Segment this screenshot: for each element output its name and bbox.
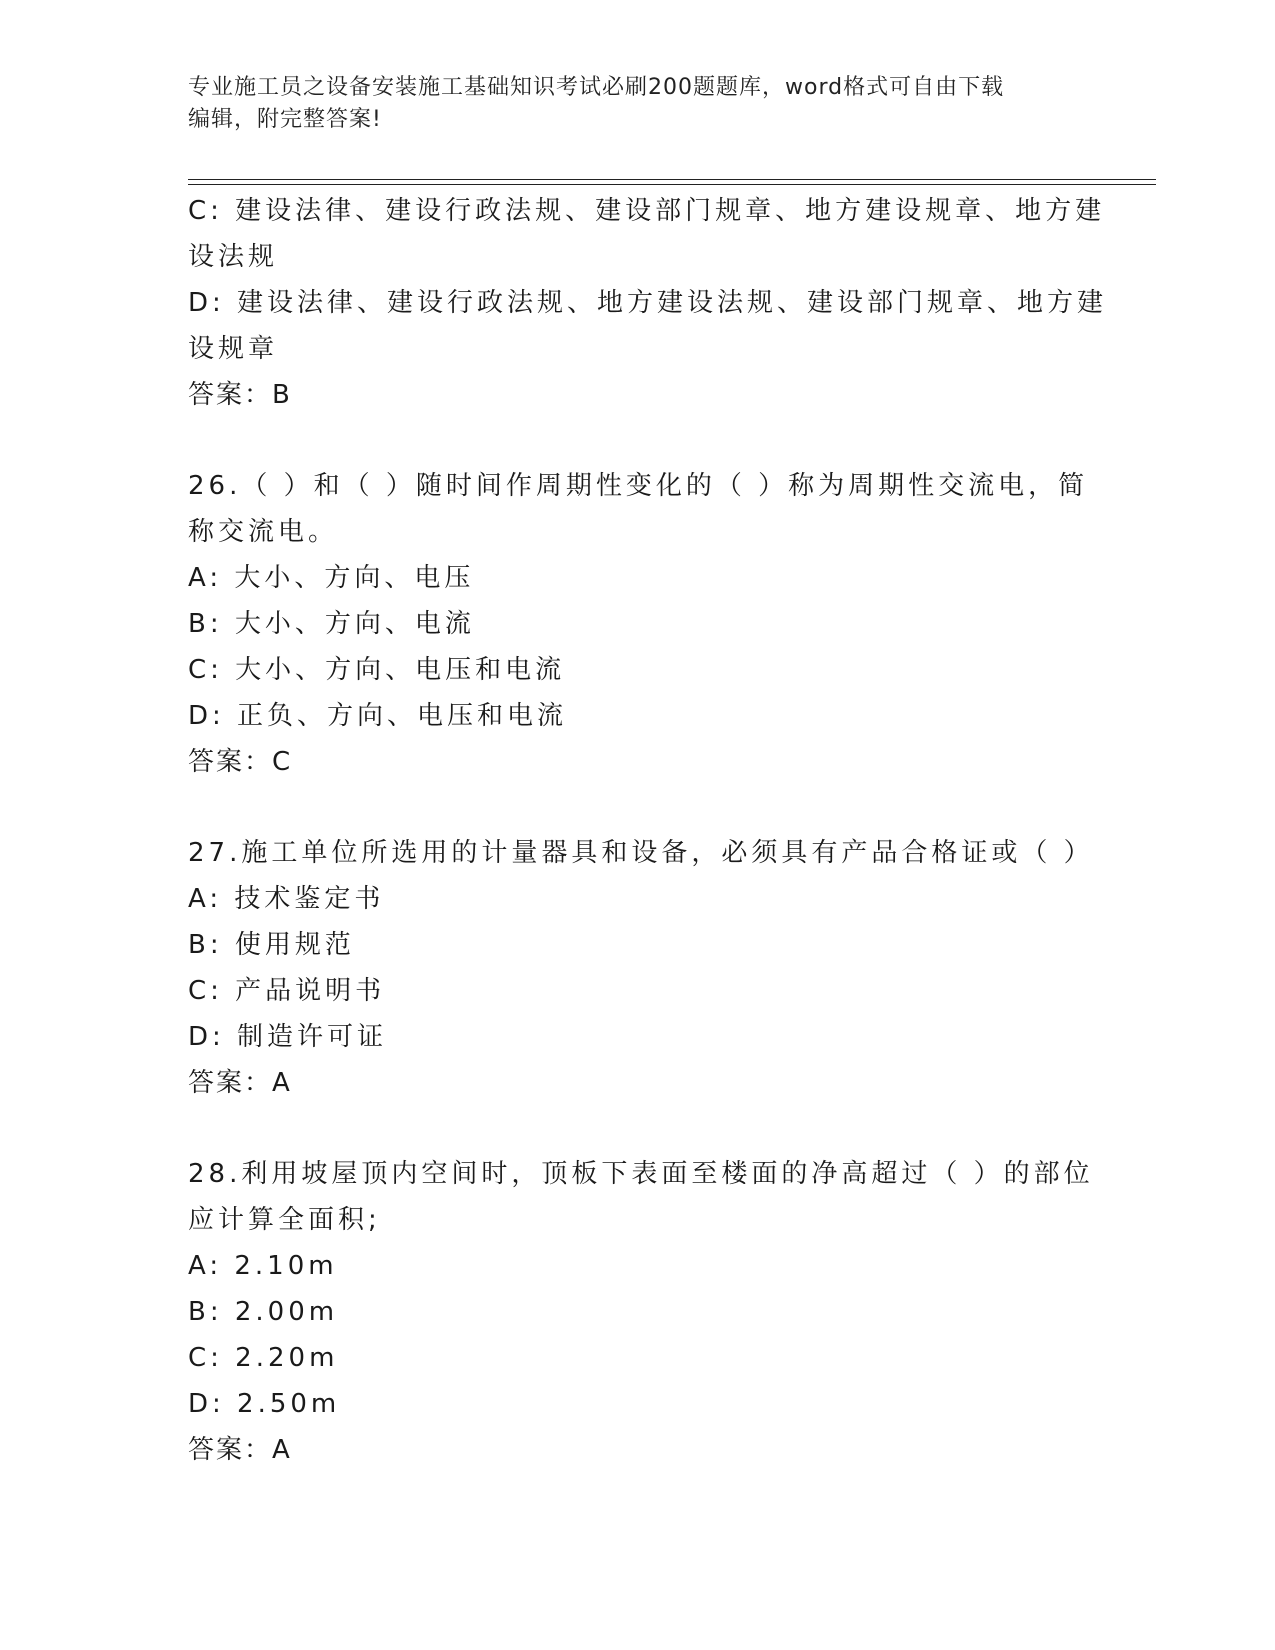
q28-option-d: D: 2.50m xyxy=(188,1389,341,1419)
q26-option-c: C: 大小、方向、电压和电流 xyxy=(188,655,566,685)
header-divider-top xyxy=(188,179,1156,180)
header-divider-bottom xyxy=(188,184,1156,185)
q27-option-a: A: 技术鉴定书 xyxy=(188,884,385,914)
spacer xyxy=(188,785,1088,830)
spacer xyxy=(188,418,1088,463)
q27-option-d: D: 制造许可证 xyxy=(188,1022,388,1052)
q26-stem-line-2: 称交流电。 xyxy=(188,517,339,547)
q28-option-b: B: 2.00m xyxy=(188,1297,339,1327)
q28-option-c: C: 2.20m xyxy=(188,1343,339,1373)
question-28-block xyxy=(188,1151,1094,1473)
header-line-2: 编辑，附完整答案! xyxy=(188,107,382,132)
q28-answer: 答案：A xyxy=(188,1435,292,1465)
q28-stem-line-1: 28.利用坡屋顶内空间时，顶板下表面至楼面的净高超过（ ）的部位 xyxy=(188,1159,1094,1189)
q27-option-b: B: 使用规范 xyxy=(188,930,355,960)
q26-option-d: D: 正负、方向、电压和电流 xyxy=(188,701,568,731)
header-line-1: 专业施工员之设备安装施工基础知识考试必刷200题题库，word格式可自由下载 xyxy=(188,75,1005,100)
q27-answer: 答案：A xyxy=(188,1068,292,1098)
q27-stem-line-1: 27.施工单位所选用的计量器具和设备，必须具有产品合格证或（ ） xyxy=(188,838,1094,868)
q25-answer: 答案：B xyxy=(188,380,292,410)
q26-option-b: B: 大小、方向、电流 xyxy=(188,609,475,639)
q26-option-a: A: 大小、方向、电压 xyxy=(188,563,475,593)
spacer xyxy=(188,1106,1088,1151)
q26-stem-line-1: 26.（ ）和（ ）随时间作周期性变化的（ ）称为周期性交流电，简 xyxy=(188,471,1089,501)
q25-option-d-line-2: 设规章 xyxy=(188,334,279,364)
question-25-block xyxy=(188,188,1108,418)
q28-stem-line-2: 应计算全面积; xyxy=(188,1205,381,1235)
q25-option-c-line-1: C: 建设法律、建设行政法规、建设部门规章、地方建设规章、地方建 xyxy=(188,196,1106,226)
q27-option-c: C: 产品说明书 xyxy=(188,976,386,1006)
question-26-block xyxy=(188,463,1088,785)
q25-option-c-line-2: 设法规 xyxy=(188,242,279,272)
q28-option-a: A: 2.10m xyxy=(188,1251,338,1281)
q26-answer: 答案：C xyxy=(188,747,293,777)
document-header xyxy=(188,72,1068,136)
document-body xyxy=(188,188,1108,1473)
q25-option-d-line-1: D: 建设法律、建设行政法规、地方建设法规、建设部门规章、地方建 xyxy=(188,288,1108,318)
question-27-block xyxy=(188,830,1094,1106)
